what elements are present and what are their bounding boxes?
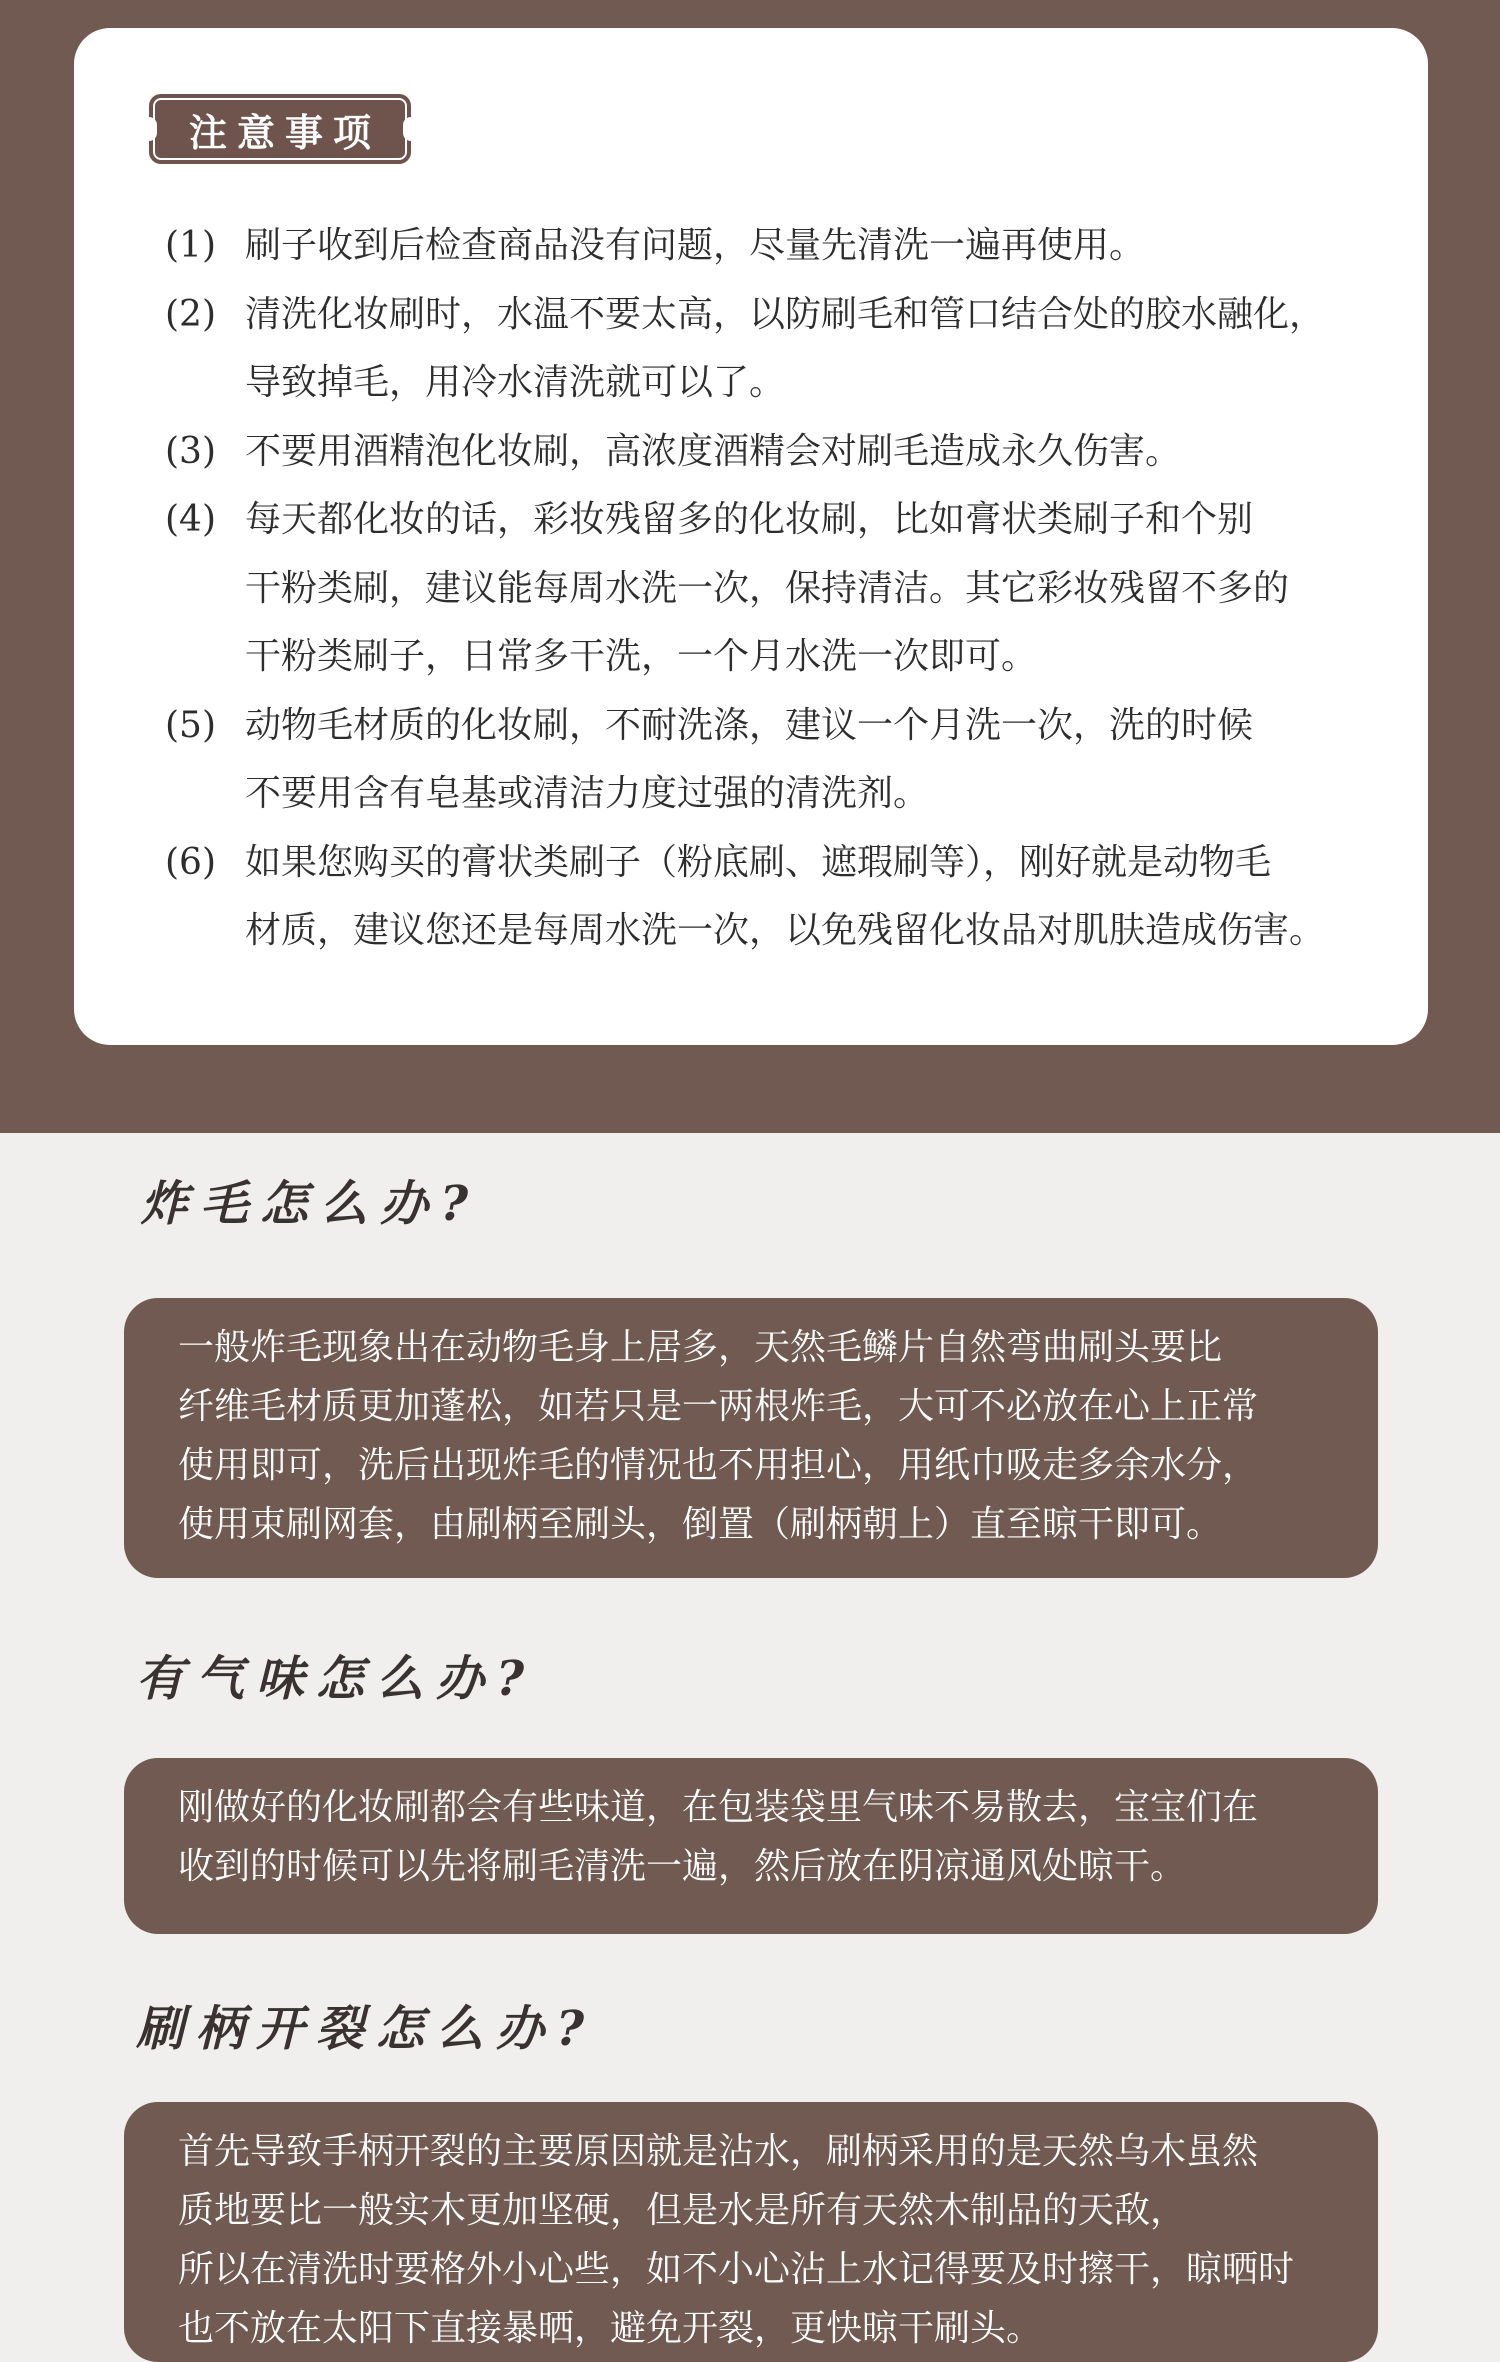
notice-title-badge: 注意事项 [149,94,411,164]
notice-number: (6) [165,841,216,883]
faq-question-odor: 有气味怎么办? [136,1651,537,1707]
notice-list [165,212,1385,966]
notice-item-5 [165,692,1385,829]
faq-question-crack: 刷柄开裂怎么办? [136,2001,597,2057]
notice-text: 每天都化妆的话，彩妆残留多的化妆刷，比如膏状类刷子和个别 干粉类刷，建议能每周水洗一次，保持清洁。其它彩妆残留不多的 干粉类刷子，日常多干洗，一个月水洗一次即可。 [245,499,1290,677]
notice-number: (4) [165,499,216,540]
notice-text: 不要用酒精泡化妆刷，高浓度酒精会对刷毛造成永久伤害。 [245,430,1182,472]
faq-answer-crack: 首先导致手柄开裂的主要原因就是沾水，刷柄采用的是天然乌木虽然 质地要比一般实木更加坚硬，但是水是所有天然木制品的天敌， 所以在清洗时要格外小心些，如不小心沾上水记得要及时擦干，晾晒时 也不放在太阳下直接暴晒，避免开裂，更快晾干刷头。 [124,2102,1378,2362]
notice-text: 如果您购买的膏状类刷子（粉底刷、遮瑕刷等），刚好就是动物毛 材质，建议您还是每周水洗一次，以免残留化妆品对肌肤造成伤害。 [245,841,1326,951]
notice-item-1 [165,212,1385,281]
faq-answer-odor: 刚做好的化妆刷都会有些味道，在包装袋里气味不易散去，宝宝们在 收到的时候可以先将刷毛清洗一遍，然后放在阴凉通风处晾干。 [124,1758,1378,1934]
notice-text: 动物毛材质的化妆刷，不耐洗涤，建议一个月洗一次，洗的时候 不要用含有皂基或清洁力度过强的清洗剂。 [245,704,1254,814]
notice-item-4 [165,486,1385,692]
notice-text: 刷子收到后检查商品没有问题，尽量先清洗一遍再使用。 [245,225,1146,266]
notice-text: 清洗化妆刷时，水温不要太高，以防刷毛和管口结合处的胶水融化， 导致掉毛，用冷水清洗就可以了。 [245,293,1326,403]
notice-number: (1) [165,225,216,266]
notice-number: (5) [165,704,216,746]
notice-item-2 [165,281,1385,418]
notice-item-6 [165,829,1385,966]
notice-number: (2) [165,293,216,335]
notice-number: (3) [165,430,216,472]
notice-item-3 [165,418,1385,487]
faq-answer-frizz: 一般炸毛现象出在动物毛身上居多，天然毛鳞片自然弯曲刷头要比 纤维毛材质更加蓬松，如若只是一两根炸毛，大可不必放在心上正常 使用即可，洗后出现炸毛的情况也不用担心，用纸巾吸走多余水分， 使用束刷网套，由刷柄至刷头，倒置（刷柄朝上）直至晾干即可。 [124,1298,1378,1578]
faq-question-frizz: 炸毛怎么办? [140,1176,481,1232]
